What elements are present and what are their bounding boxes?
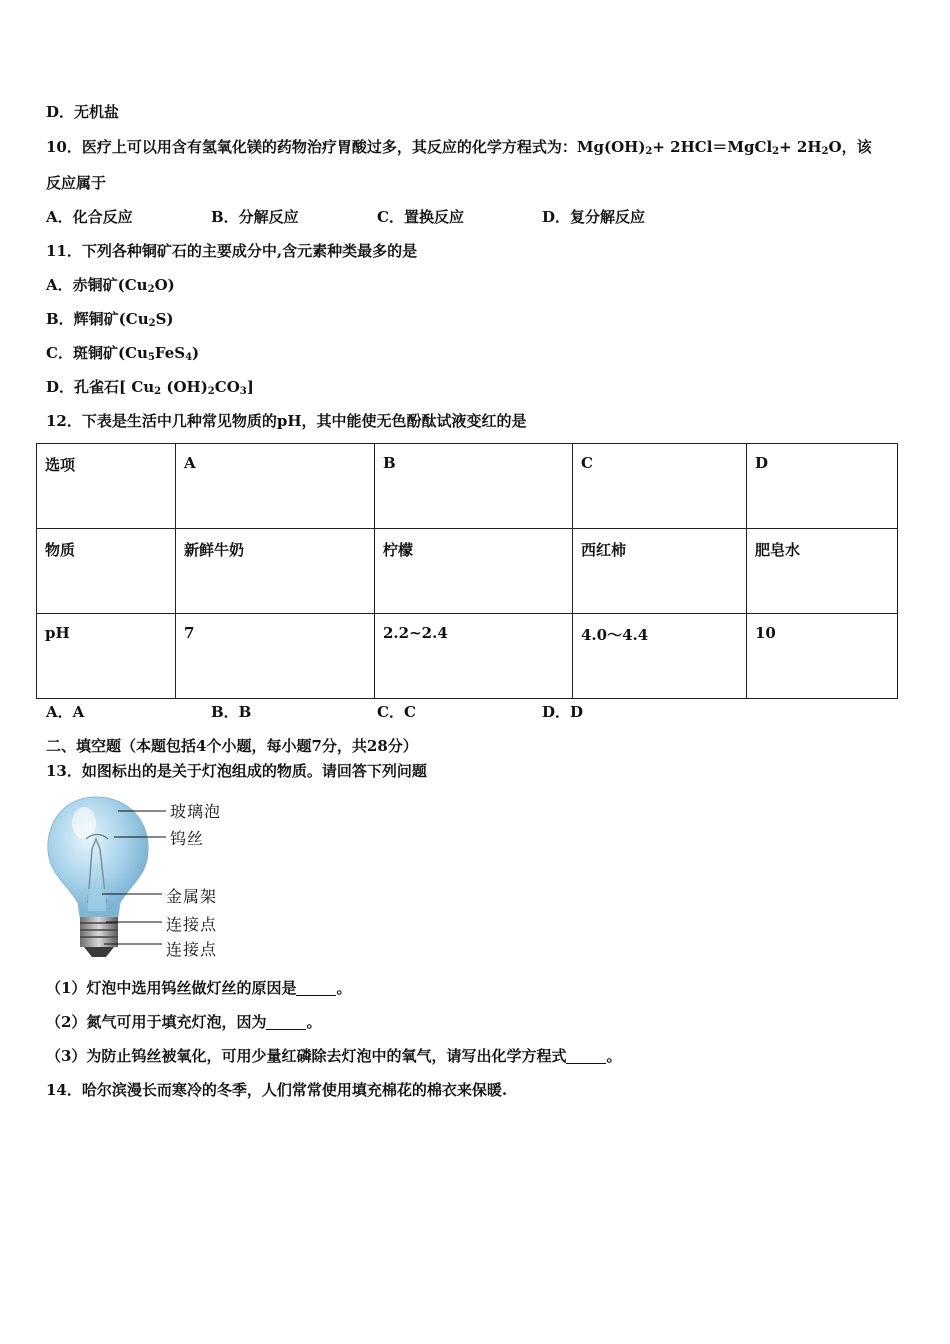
q11-option-b: B．辉铜矿$(Cu_2S)$ bbox=[46, 310, 174, 329]
table-cell: 2.2~2.4 bbox=[375, 614, 573, 699]
q11-option-d: D．孔雀石[ $Cu_2$ $(OH)_2CO_3$] bbox=[46, 378, 254, 397]
q11-option-a: A．赤铜矿$(Cu_2O)$ bbox=[46, 276, 175, 295]
q12-option-c: C．C bbox=[377, 703, 416, 721]
q12-option-a: A．A bbox=[46, 703, 85, 721]
bulb-label-contact-1: 连接点 bbox=[166, 915, 218, 934]
q12-option-b: B．B bbox=[211, 703, 252, 721]
q13-sub1: （1）灯泡中选用钨丝做灯丝的原因是 。 bbox=[46, 979, 352, 997]
table-cell: 肥皂水 bbox=[747, 529, 898, 614]
q10-option-c: C．置换反应 bbox=[377, 208, 464, 226]
bulb-label-contact-2: 连接点 bbox=[166, 940, 218, 959]
table-cell: 新鲜牛奶 bbox=[176, 529, 375, 614]
table-cell: 柠檬 bbox=[375, 529, 573, 614]
q11-stem: 11．下列各种铜矿石的主要成分中,含元素种类最多的是 bbox=[46, 242, 418, 260]
q12-stem: 12．下表是生活中几种常见物质的pH，其中能使无色酚酞试液变红的是 bbox=[46, 412, 527, 430]
answer-blank[interactable] bbox=[566, 1049, 606, 1064]
q12-option-d: D．D bbox=[542, 703, 584, 721]
q11-option-c: C．斑铜矿$(Cu_5FeS_4)$ bbox=[46, 344, 200, 363]
table-cell: pH bbox=[37, 614, 176, 699]
bulb-label-tungsten: 钨丝 bbox=[170, 829, 205, 848]
q14-stem: 14．哈尔滨漫长而寒冷的冬季，人们常常使用填充棉花的棉衣来保暖. bbox=[46, 1081, 508, 1099]
table-cell: 西红柿 bbox=[573, 529, 747, 614]
q13-sub3: （3）为防止钨丝被氧化，可用少量红磷除去灯泡中的氧气，请写出化学方程式 。 bbox=[46, 1047, 622, 1065]
answer-blank[interactable] bbox=[296, 981, 336, 996]
q10-option-b: B．分解反应 bbox=[211, 208, 299, 226]
q9-option-d: D．无机盐 bbox=[46, 103, 120, 121]
table-cell: C bbox=[573, 444, 747, 529]
bulb-label-glass: 玻璃泡 bbox=[170, 802, 222, 821]
table-row bbox=[37, 529, 898, 614]
table-cell: D bbox=[747, 444, 898, 529]
table-cell: A bbox=[176, 444, 375, 529]
table-cell: B bbox=[375, 444, 573, 529]
table-cell: 10 bbox=[747, 614, 898, 699]
section-heading: 二、填空题（本题包括4个小题，每小题7分，共28分） bbox=[46, 737, 418, 755]
table-row bbox=[37, 614, 898, 699]
ph-table bbox=[36, 443, 898, 699]
q10-option-a: A．化合反应 bbox=[46, 208, 133, 226]
table-cell: 7 bbox=[176, 614, 375, 699]
table-cell: 物质 bbox=[37, 529, 176, 614]
q13-sub2: （2）氮气可用于填充灯泡，因为 。 bbox=[46, 1013, 322, 1031]
table-cell: 选项 bbox=[37, 444, 176, 529]
table-row bbox=[37, 444, 898, 529]
q10-stem-cont: 反应属于 bbox=[46, 174, 107, 192]
q10-stem: 10．医疗上可以用含有氢氧化镁的药物治疗胃酸过多，其反应的化学方程式为：$Mg(OH)_2+$ 2HCl＝MgCl$_2$+ $2H_2O$，该 bbox=[46, 138, 872, 157]
answer-blank[interactable] bbox=[266, 1015, 306, 1030]
table-cell: 4.0～4.4 bbox=[573, 614, 747, 699]
q10-option-d: D．复分解反应 bbox=[542, 208, 646, 226]
bulb-label-frame: 金属架 bbox=[166, 887, 218, 906]
q13-stem: 13．如图标出的是关于灯泡组成的物质。请回答下列问题 bbox=[46, 762, 427, 780]
